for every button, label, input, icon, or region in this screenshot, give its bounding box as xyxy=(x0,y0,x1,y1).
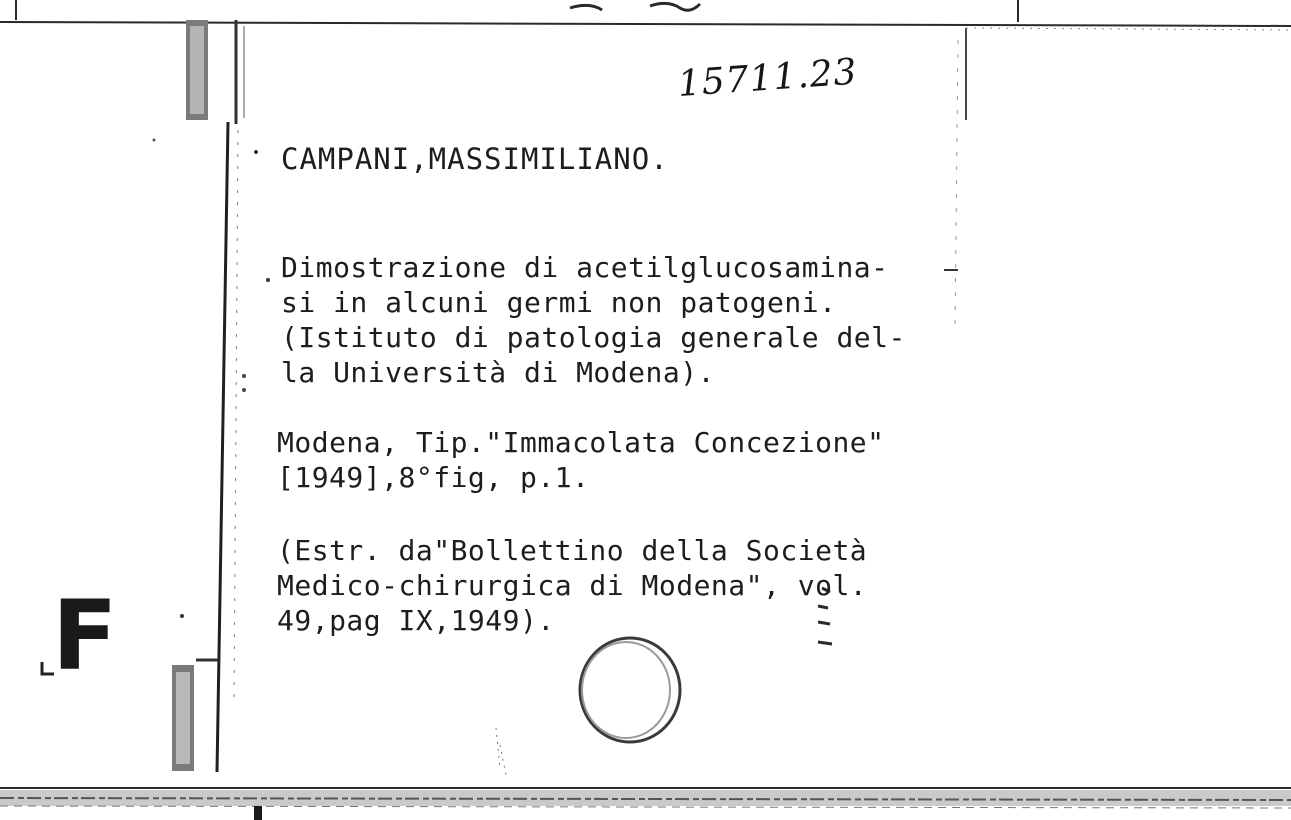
imprint-line: Modena, Tip."Immacolata Concezione" xyxy=(277,426,885,459)
series-line: Medico-chirurgica di Modena", vol. xyxy=(277,569,868,602)
imprint-block xyxy=(277,425,885,495)
author-heading: CAMPANI,MASSIMILIANO. xyxy=(281,142,669,176)
title-block xyxy=(281,250,906,390)
title-line: (Istituto di patologia generale del- xyxy=(281,321,906,354)
punch-hole xyxy=(580,638,680,742)
title-line: Dimostrazione di acetilglucosamina- xyxy=(281,251,889,284)
left-card-edge xyxy=(217,122,228,772)
series-line: 49,pag IX,1949). xyxy=(277,604,555,637)
title-line: si in alcuni germi non patogeni. xyxy=(281,286,837,319)
handwritten-accession-number: 15711.23 xyxy=(676,51,859,105)
series-line: (Estr. da"Bollettino della Società xyxy=(277,534,868,567)
top-cut-scribble xyxy=(570,3,700,10)
margin-letter-mark: F xyxy=(52,580,118,692)
title-line: la Università di Modena). xyxy=(281,356,715,389)
series-note-block xyxy=(277,533,867,638)
imprint-line: [1949],8°fig, p.1. xyxy=(277,461,590,494)
